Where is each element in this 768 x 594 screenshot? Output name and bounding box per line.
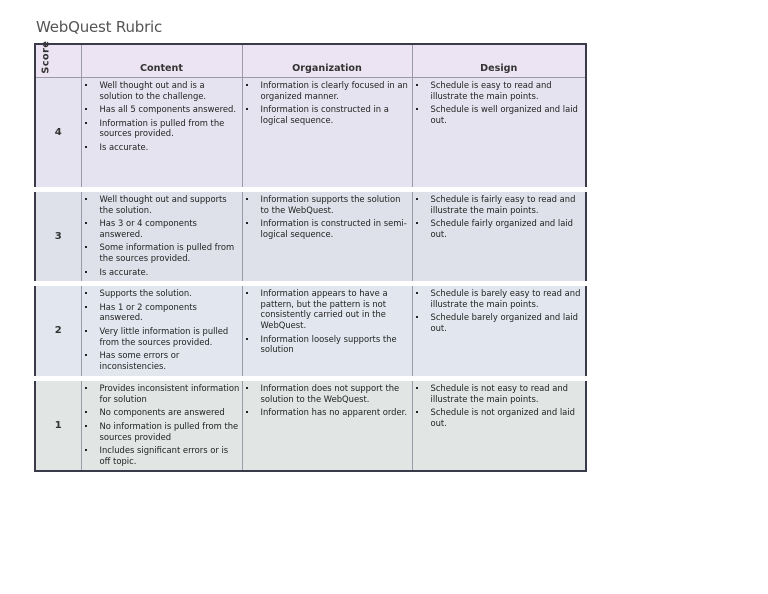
content-cell <box>81 284 242 379</box>
organization-cell <box>242 284 412 379</box>
design-cell <box>412 284 586 379</box>
criterion-item: Supports the solution. <box>100 288 240 299</box>
criterion-item: Schedule is barely easy to read and illustrate the main points. <box>431 288 584 309</box>
design-cell <box>412 379 586 472</box>
rubric-table <box>34 43 587 472</box>
criterion-item: Schedule is not organized and laid out. <box>431 407 584 428</box>
criterion-item: Information is clearly focused in an organized manner. <box>260 80 408 101</box>
organization-cell <box>242 379 412 472</box>
criterion-item: Has 1 or 2 components answered. <box>100 302 240 323</box>
criterion-item: Information supports the solution to the WebQuest. <box>261 194 410 215</box>
content-column-header: Content <box>81 44 242 78</box>
rubric-row <box>35 379 586 472</box>
criterion-item: Is accurate. <box>100 142 240 153</box>
design-column-header: Design <box>412 44 586 78</box>
criterion-item: Provides inconsistent information for solution <box>99 383 240 404</box>
criterion-item: Information loosely supports the solution <box>261 334 410 355</box>
criterion-item: Has all 5 components answered. <box>100 104 240 115</box>
criterion-item: Schedule is not easy to read and illustrate the main points. <box>431 383 584 404</box>
organization-cell <box>242 78 412 190</box>
score-cell: 4 <box>35 78 81 190</box>
criterion-item: Schedule fairly organized and laid out. <box>431 218 584 239</box>
content-cell <box>81 379 242 472</box>
page-title: WebQuest Rubric <box>36 18 163 36</box>
criterion-item: Schedule barely organized and laid out. <box>431 312 584 333</box>
criterion-item: No information is pulled from the sources provided <box>99 420 239 442</box>
content-cell <box>81 190 242 284</box>
criterion-item: Information does not support the solution to the WebQuest. <box>261 383 410 404</box>
criterion-item: Information is pulled from the sources provided. <box>100 118 240 139</box>
score-column-header <box>35 41 81 78</box>
criterion-item: Some information is pulled from the sources provided. <box>100 242 240 263</box>
criterion-item: Information is constructed in semi-logical sequence. <box>261 218 410 239</box>
criterion-item: Is accurate. <box>100 267 240 278</box>
criterion-item: Information has no apparent order. <box>261 407 410 418</box>
criterion-item: Very little information is pulled from the sources provided. <box>100 326 240 347</box>
score-header-label: Score <box>40 41 52 74</box>
criterion-item: Schedule is easy to read and illustrate the main points. <box>431 80 584 101</box>
content-cell <box>81 78 242 190</box>
design-cell <box>412 190 586 284</box>
criterion-item: Schedule is fairly easy to read and illustrate the main points. <box>431 194 584 215</box>
criterion-item: Well thought out and supports the solution. <box>100 194 240 215</box>
criterion-item: Has some errors or inconsistencies. <box>100 350 240 371</box>
header-row <box>35 44 586 78</box>
criterion-item: No components are answered <box>100 407 240 418</box>
criterion-item: Has 3 or 4 components answered. <box>100 218 240 239</box>
criterion-item: Well thought out and is a solution to the challenge. <box>100 80 240 101</box>
rubric-row <box>35 284 586 379</box>
criterion-item: Includes significant errors or is off topic. <box>100 445 240 466</box>
organization-column-header: Organization <box>242 44 412 78</box>
score-cell: 3 <box>35 190 81 284</box>
criterion-item: Schedule is well organized and laid out. <box>431 104 584 125</box>
organization-cell <box>242 190 412 284</box>
criterion-item: Information is constructed in a logical sequence. <box>261 104 410 125</box>
criterion-item: Information appears to have a pattern, but the pattern is not consistently carried out in the WebQuest. <box>261 288 410 330</box>
score-cell: 1 <box>35 379 81 472</box>
rubric-row <box>35 78 586 190</box>
score-cell: 2 <box>35 284 81 379</box>
rubric-row <box>35 190 586 284</box>
design-cell <box>412 78 586 190</box>
